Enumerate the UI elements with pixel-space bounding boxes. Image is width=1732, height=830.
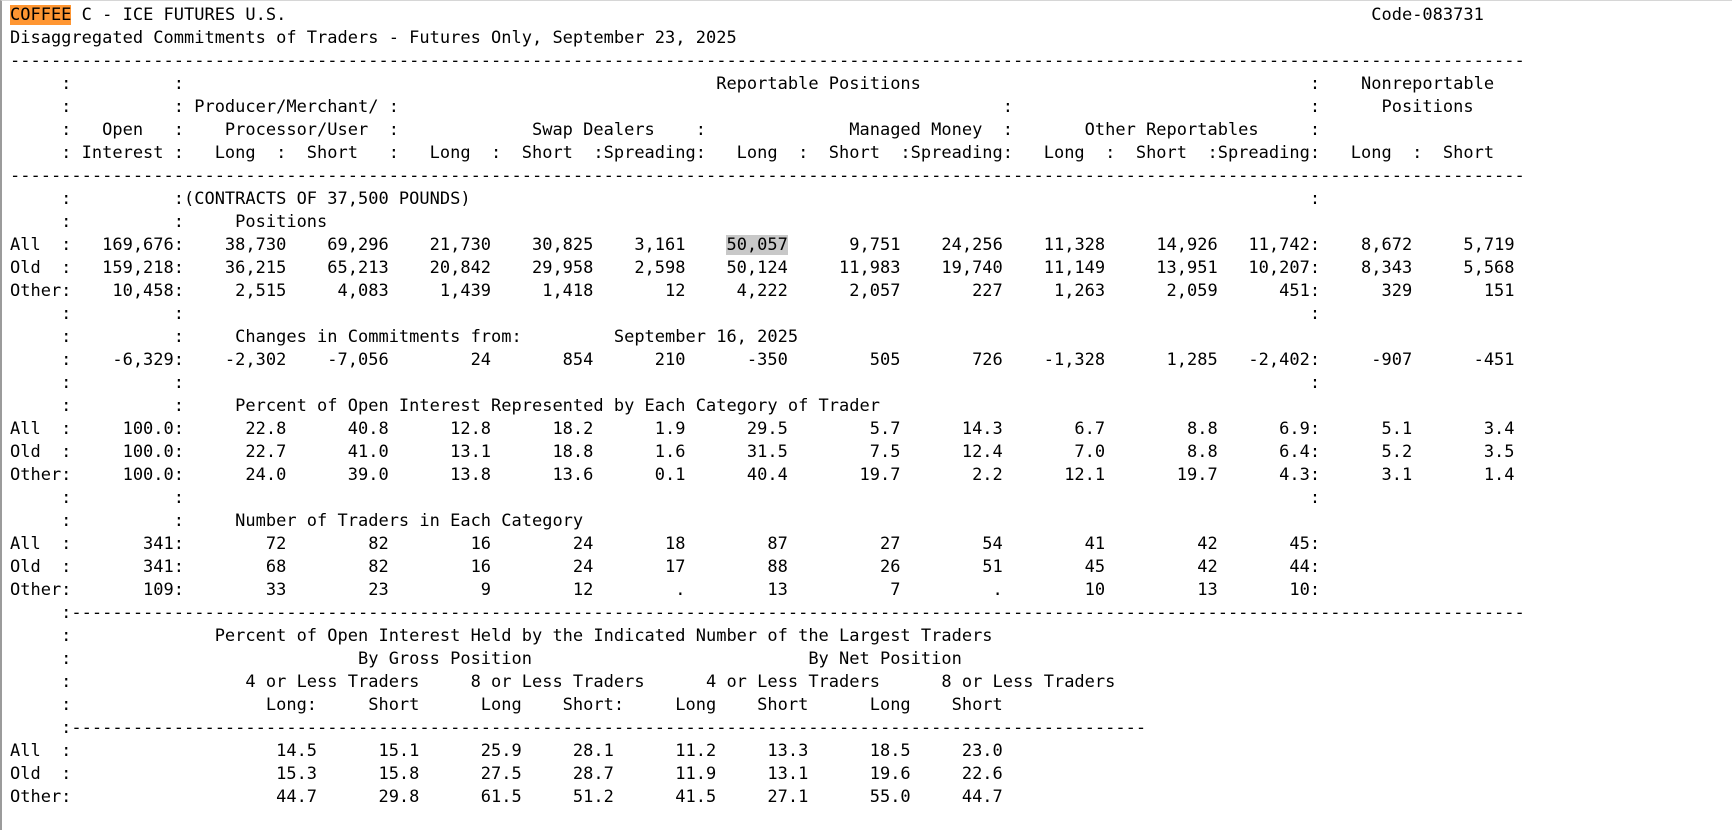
positions-row-other: Other: 10,458: 2,515 4,083 1,439 1,418 12 4,222 2,057 227 1,263 2,059 451: 329 151 <box>10 281 1525 301</box>
positions-section-title: : : Positions <box>10 212 1525 232</box>
changes-row: : -6,329: -2,302 -7,056 24 854 210 -350 505 726 -1,328 1,285 -2,402: -907 -451 <box>10 350 1525 370</box>
table-header-line: : : Producer/Merchant/ : : : Positions <box>10 97 1525 117</box>
concentration-row-old: Old : 15.3 15.8 27.5 28.7 11.9 13.1 19.6 22.6 <box>10 764 1525 784</box>
spacer-line: : : : <box>10 304 1525 324</box>
spacer-line: : : : <box>10 373 1525 393</box>
percent-row-all: All : 100.0: 22.8 40.8 12.8 18.2 1.9 29.5 5.7 14.3 6.7 8.8 6.9: 5.1 3.4 <box>10 419 1525 439</box>
table-header-line: : Open : Processor/User : Swap Dealers : Managed Money : Other Reportables : <box>10 120 1525 140</box>
contract-note-line: : :(CONTRACTS OF 37,500 POUNDS) : <box>10 189 1525 209</box>
concentration-row-all: All : 14.5 15.1 25.9 28.1 11.2 13.3 18.5 23.0 <box>10 741 1525 761</box>
section-divider: :---------------------------------------------------------------------------------------------------------------------------------------------- <box>10 603 1525 623</box>
percent-row-other: Other: 100.0: 24.0 39.0 13.8 13.6 0.1 40.4 19.7 2.2 12.1 19.7 4.3: 3.1 1.4 <box>10 465 1525 485</box>
traders-row-other: Other: 109: 33 23 9 12 . 13 7 . 10 13 10: <box>10 580 1525 600</box>
divider: ---------------------------------------------------------------------------------------------------------------------------------------------------- <box>10 51 1525 71</box>
concentration-subheader: : By Gross Position By Net Position <box>10 649 1525 669</box>
report-title-line <box>10 4 1732 27</box>
divider: ---------------------------------------------------------------------------------------------------------------------------------------------------- <box>10 166 1525 186</box>
line-text: All : 169,676: 38,730 69,296 21,730 30,825 3,161 <box>10 235 727 255</box>
concentration-row-other: Other: 44.7 29.8 61.5 51.2 41.5 27.1 55.0 44.7 <box>10 787 1525 807</box>
table-header-line: : : Reportable Positions : Nonreportable <box>10 74 1525 94</box>
traders-section-title: : : Number of Traders in Each Category <box>10 511 1525 531</box>
line-text: 9,751 24,256 11,328 14,926 11,742: 8,672 5,719 <box>787 235 1525 255</box>
report-subtitle-line: Disaggregated Commitments of Traders - Futures Only, September 23, 2025 <box>10 28 1525 48</box>
traders-row-old: Old : 341: 68 82 16 24 17 88 26 51 45 42 44: <box>10 557 1525 577</box>
positions-row-old: Old : 159,218: 36,215 65,213 20,842 29,958 2,598 50,124 11,983 19,740 11,149 13,951 10,207: 8,343 5,568 <box>10 258 1525 278</box>
concentration-divider: :--------------------------------------------------------------------------------------------------------- <box>10 718 1525 738</box>
selection-highlight: 50,057 <box>726 235 788 255</box>
find-highlight: COFFEE <box>10 5 72 25</box>
concentration-col-labels: : Long: Short Long Short: Long Short Long Short <box>10 695 1525 715</box>
spacer-line: : : : <box>10 488 1525 508</box>
traders-row-all: All : 341: 72 82 16 24 18 87 27 54 41 42 45: <box>10 534 1525 554</box>
concentration-trader-groups: : 4 or Less Traders 8 or Less Traders 4 or Less Traders 8 or Less Traders <box>10 672 1525 692</box>
table-header-line: : Interest : Long : Short : Long : Short :Spreading: Long : Short :Spreading: Long : Short :Spreading: Long : Short <box>10 143 1525 163</box>
concentration-title: : Percent of Open Interest Held by the Indicated Number of the Largest Traders <box>10 626 1525 646</box>
changes-section-title: : : Changes in Commitments from: September 16, 2025 <box>10 327 1525 347</box>
percent-row-old: Old : 100.0: 22.7 41.0 13.1 18.8 1.6 31.5 7.5 12.4 7.0 8.8 6.4: 5.2 3.5 <box>10 442 1525 462</box>
percent-section-title: : : Percent of Open Interest Represented by Each Category of Trader <box>10 396 1525 416</box>
line-text: C - ICE FUTURES U.S. Code-083731 <box>71 5 1525 25</box>
positions-row-all <box>10 234 1732 257</box>
